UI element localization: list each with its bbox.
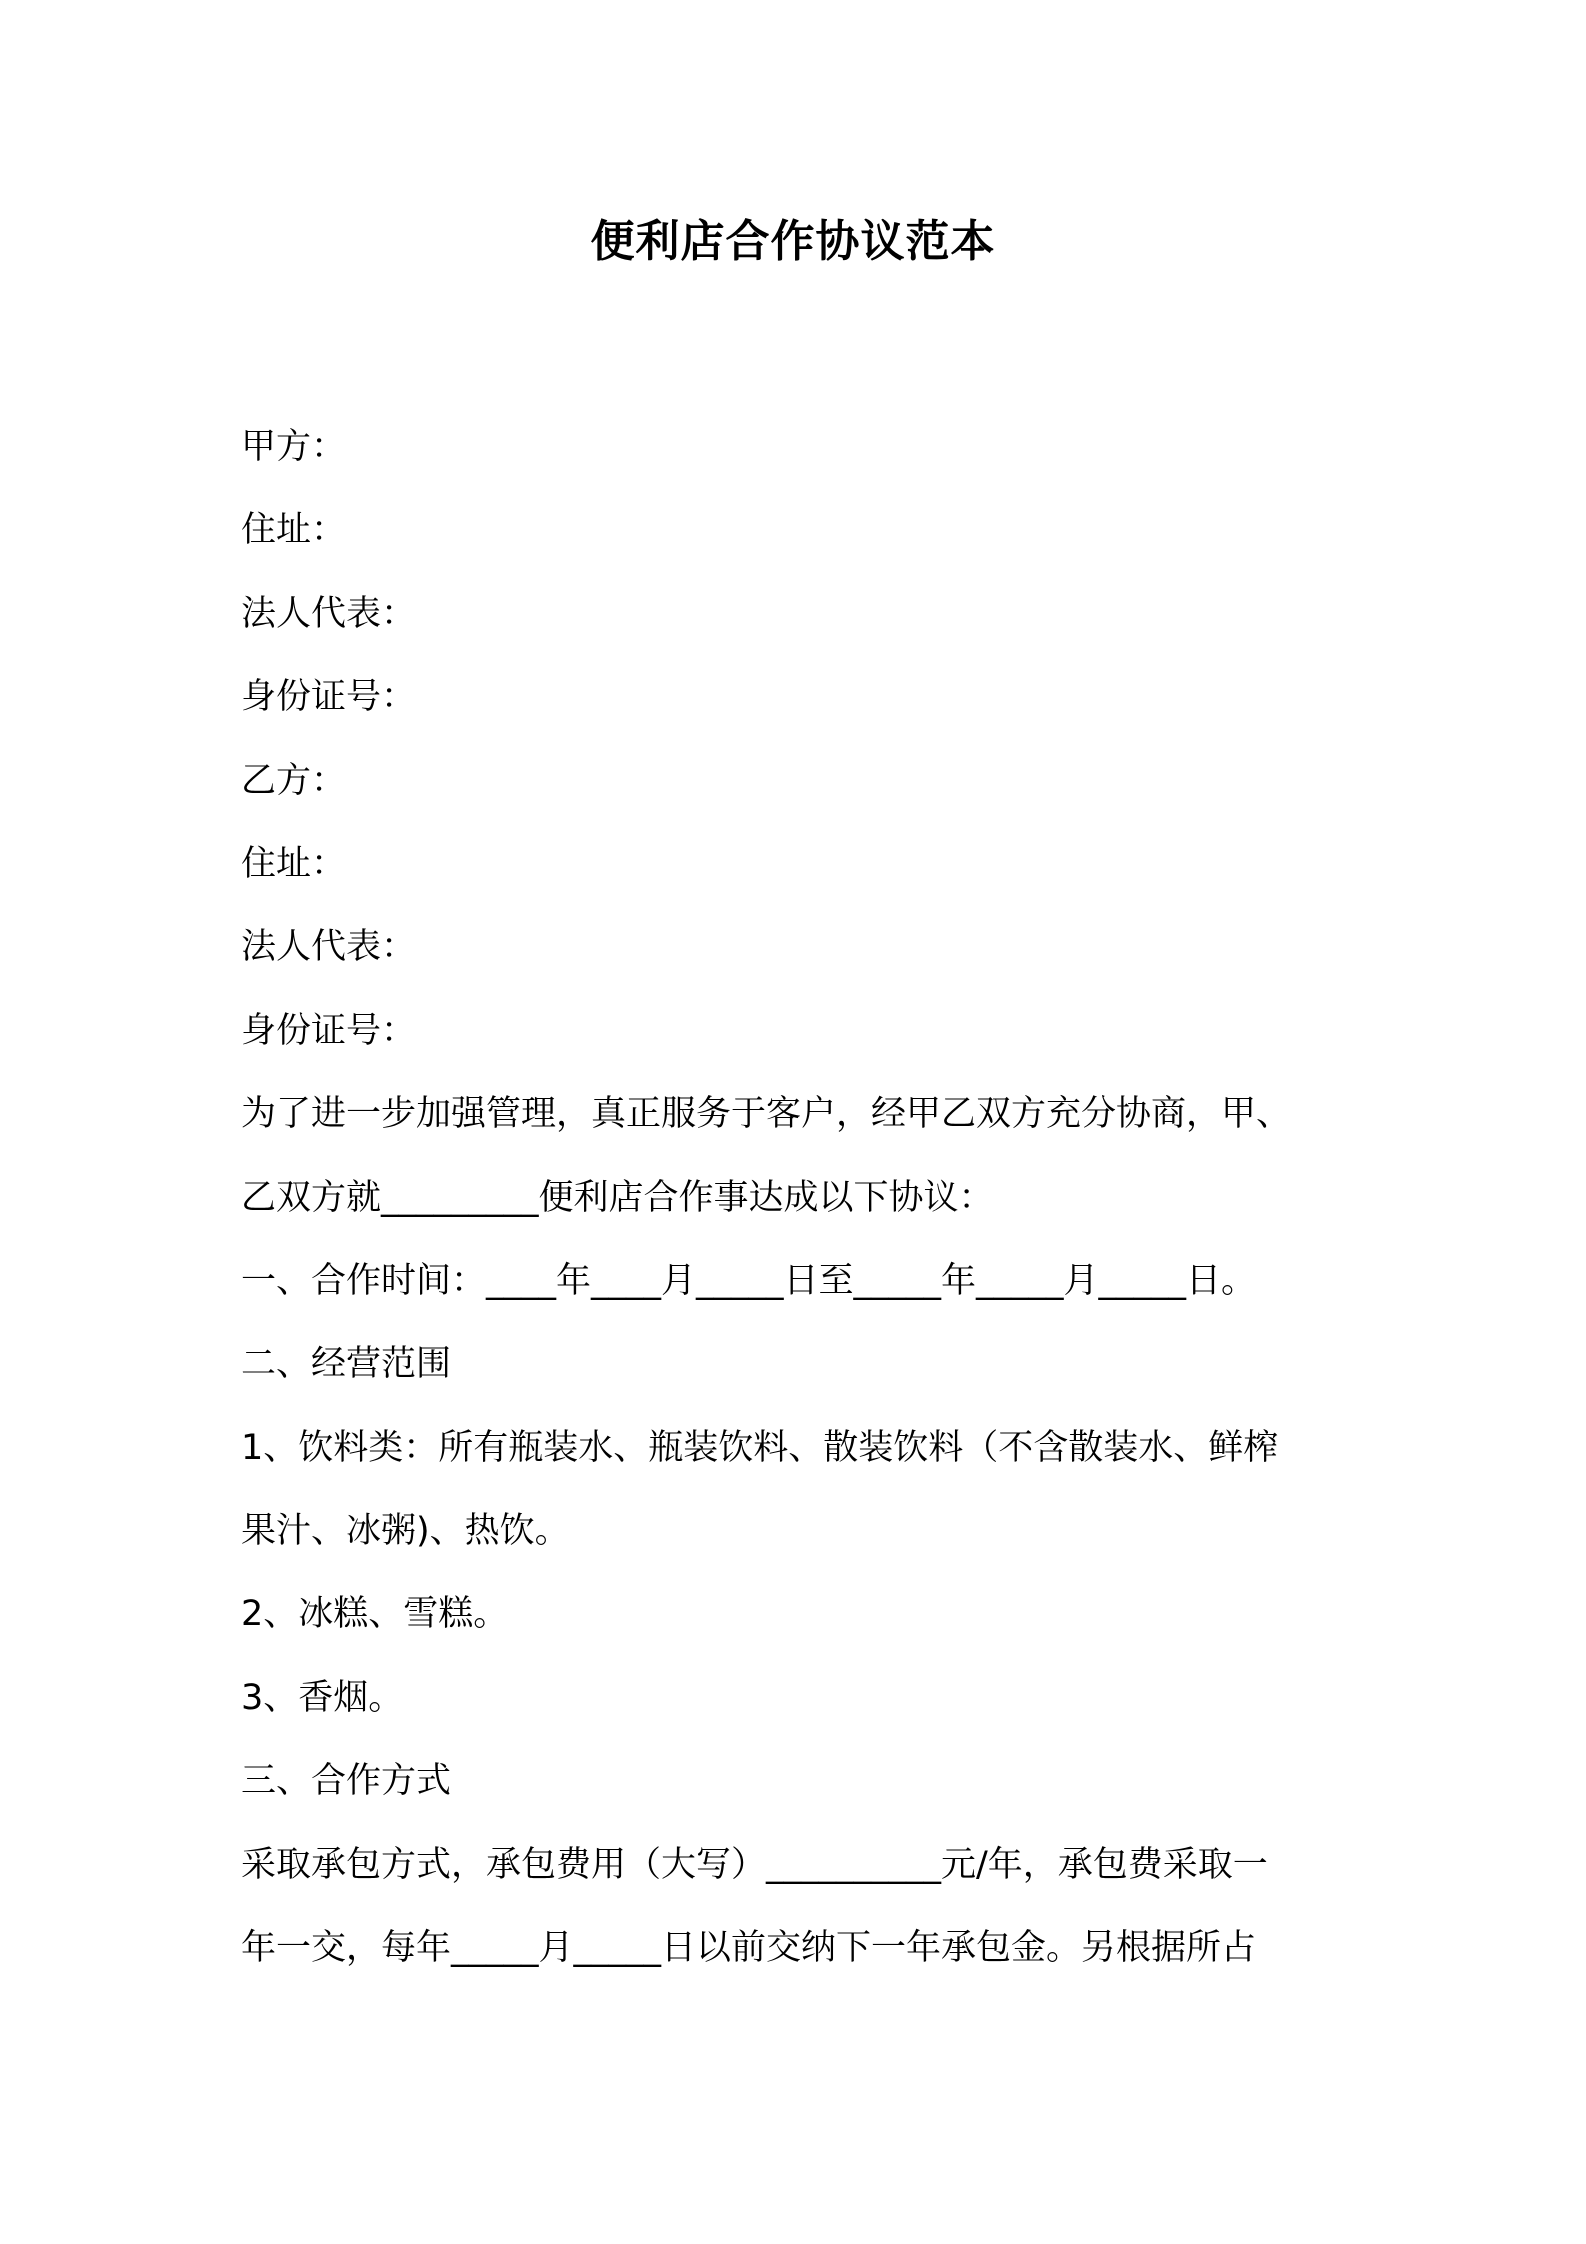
scope-item-1-line-2: 果汁、冰粥)、热饮。 — [241, 1511, 570, 1552]
cooperation-method-line-2: 年一交，每年_____月_____日以前交纳下一年承包金。另根据所占 — [241, 1928, 1257, 1969]
scope-item-3: 3、香烟。 — [241, 1677, 404, 1718]
document-title: 便利店合作协议范本 — [590, 216, 996, 267]
party-a-id-label: 身份证号： — [241, 677, 417, 718]
party-b-legal-rep-label: 法人代表： — [241, 927, 417, 968]
preamble-line-1: 为了进一步加强管理，真正服务于客户，经甲乙双方充分协商，甲、 — [241, 1094, 1292, 1135]
document-body — [241, 406, 1361, 1990]
scope-item-1-line-1: 1、饮料类：所有瓶装水、瓶装饮料、散装饮料（不含散装水、鲜榨 — [241, 1427, 1279, 1468]
preamble-line-2: 乙双方就_________便利店合作事达成以下协议： — [241, 1177, 994, 1218]
cooperation-method-heading: 三、合作方式 — [241, 1761, 452, 1802]
cooperation-period-clause: 一、合作时间：____年____月_____日至_____年_____月_____日。 — [241, 1260, 1257, 1301]
scope-item-2: 2、冰糕、雪糕。 — [241, 1594, 509, 1635]
party-b-id-label: 身份证号： — [241, 1010, 417, 1051]
party-a-address-label: 住址： — [241, 510, 347, 551]
cooperation-method-line-1: 采取承包方式，承包费用（大写）__________元/年，承包费采取一 — [241, 1844, 1268, 1885]
party-b-address-label: 住址： — [241, 843, 347, 884]
business-scope-heading: 二、经营范围 — [241, 1344, 452, 1385]
party-a-label: 甲方： — [241, 427, 347, 467]
party-a-legal-rep-label: 法人代表： — [241, 593, 417, 634]
party-b-label: 乙方： — [241, 760, 347, 801]
